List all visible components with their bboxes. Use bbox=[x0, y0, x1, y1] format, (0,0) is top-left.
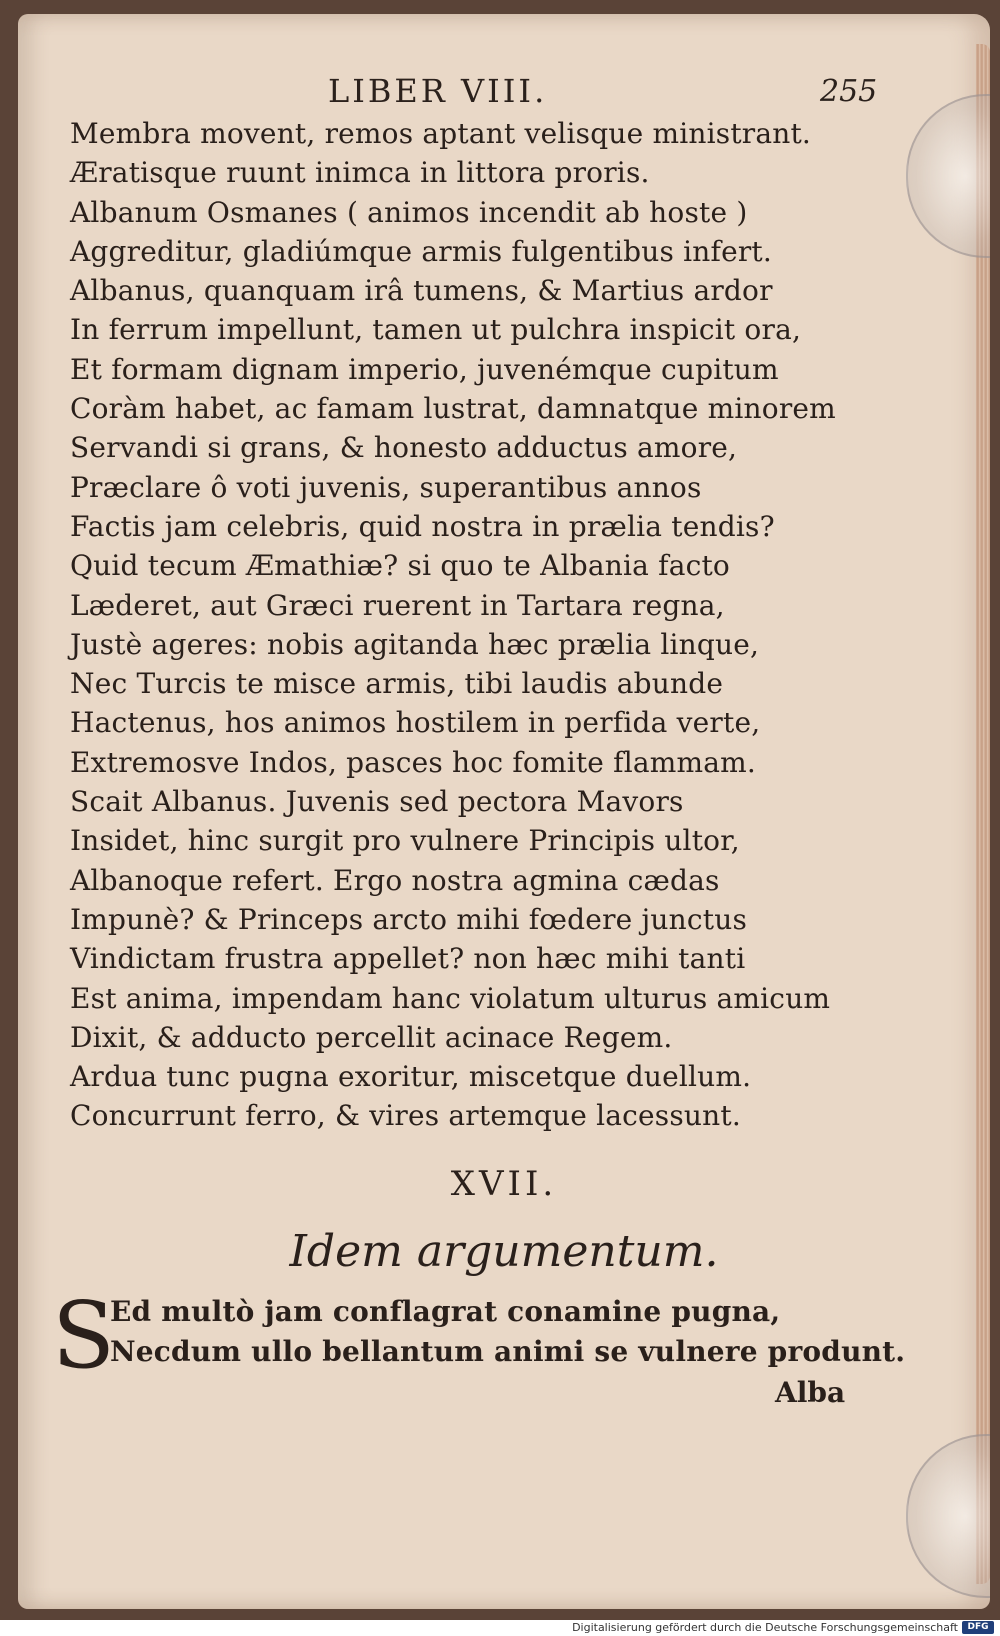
section-title: Idem argumentum. bbox=[289, 1226, 719, 1277]
verse-block bbox=[70, 114, 890, 1136]
verse-line: Et formam dignam imperio, juvenémque cupitum bbox=[70, 352, 779, 386]
verse-line: Ardua tunc pugna exoritur, miscetque duellum. bbox=[70, 1060, 752, 1094]
drop-initial: S bbox=[52, 1282, 116, 1389]
verse-line: Aggreditur, gladiúmque armis fulgentibus infert. bbox=[70, 234, 772, 268]
opening-verse bbox=[110, 1292, 906, 1372]
verse-line: Quid tecum Æmathiæ? si quo te Albania facto bbox=[70, 549, 730, 583]
verse-line: Justè ageres: nobis agitanda hæc prælia linque, bbox=[70, 627, 760, 661]
verse-line: Est anima, impendam hanc violatum ulturus amicum bbox=[70, 981, 831, 1015]
running-title: LIBER VIII. bbox=[328, 72, 548, 110]
verse-line: Coràm habet, ac famam lustrat, damnatque minorem bbox=[70, 392, 836, 426]
verse-line: Hactenus, hos animos hostilem in perfida verte, bbox=[70, 706, 761, 740]
verse-line: Nec Turcis te misce armis, tibi laudis abunde bbox=[70, 667, 724, 701]
verse-line: Vindictam frustra appellet? non hæc mihi tanti bbox=[70, 942, 746, 976]
verse-line: Albanus, quanquam irâ tumens, & Martius ardor bbox=[70, 274, 773, 308]
catchword: Alba bbox=[775, 1376, 846, 1409]
verse-line: Concurrunt ferro, & vires artemque lacessunt. bbox=[70, 1099, 741, 1133]
page-header bbox=[18, 72, 990, 112]
verse-line: Læderet, aut Græci ruerent in Tartara regna, bbox=[70, 588, 725, 622]
page-number: 255 bbox=[820, 74, 878, 109]
verse-line: Necdum ullo bellantum animi se vulnere produnt. bbox=[110, 1335, 906, 1368]
verse-line: Præclare ô voti juvenis, superantibus annos bbox=[70, 470, 702, 504]
verse-line: In ferrum impellunt, tamen ut pulchra inspicit ora, bbox=[70, 313, 802, 347]
verse-line: Ed multò jam conflagrat conamine pugna, bbox=[110, 1295, 781, 1328]
verse-line: Factis jam celebris, quid nostra in prælia tendis? bbox=[70, 509, 775, 543]
page-clip-top bbox=[906, 94, 990, 258]
verse-line: Albanum Osmanes ( animos incendit ab hoste ) bbox=[70, 195, 748, 229]
verse-line: Impunè? & Princeps arcto mihi fœdere junctus bbox=[70, 902, 748, 936]
section-number: XVII. bbox=[450, 1164, 558, 1204]
book-page bbox=[18, 14, 990, 1609]
funding-credit: Digitalisierung gefördert durch die Deutsche Forschungsgemeinschaft bbox=[572, 1621, 958, 1634]
verse-line: Membra movent, remos aptant velisque ministrant. bbox=[70, 117, 812, 150]
verse-line: Servandi si grans, & honesto adductus amore, bbox=[70, 431, 738, 465]
verse-line: Extremosve Indos, pasces hoc fomite flammam. bbox=[70, 745, 757, 779]
verse-line: Dixit, & adducto percellit acinace Regem. bbox=[70, 1020, 673, 1054]
verse-line: Insidet, hinc surgit pro vulnere Principis ultor, bbox=[70, 824, 740, 858]
verse-line: Scait Albanus. Juvenis sed pectora Mavors bbox=[70, 785, 684, 819]
dfg-logo-icon: DFG bbox=[962, 1621, 994, 1634]
verse-line: Æratisque ruunt inimca in littora proris. bbox=[70, 156, 650, 190]
page-clip-bottom bbox=[906, 1434, 990, 1598]
verse-line: Albanoque refert. Ergo nostra agmina cædas bbox=[70, 863, 720, 897]
footer-bar bbox=[0, 1620, 1000, 1636]
page-edge bbox=[976, 44, 990, 1584]
